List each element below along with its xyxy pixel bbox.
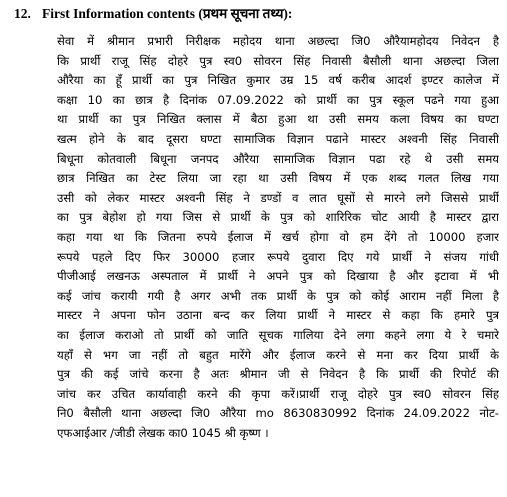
content-line: औरैया का हूँ प्रार्थी का पुत्र निखित कुमार उम्र 15 वर्ष करीब आदर्श इण्टर कालेज में (57, 73, 499, 88)
content-line: था प्रार्थी का पुत्र निखित क्लास में बैठा हुआ था उसी समय कला विषय का घण्टा (57, 112, 499, 127)
content-line: कक्षा 10 का छात्र है दिनांक 07.09.2022 को प्रार्थी का पुत्र स्कूल पढने गया हुआ (57, 92, 499, 107)
section-title: First Information contents (प्रथम सूचना तथ्य): (42, 6, 293, 21)
content-line: पुत्र की कई जांचे करना है अतः श्रीमान जी से निवेदन है कि प्रार्थी की रिपोर्ट की (57, 367, 499, 382)
content-line: छात्र निखित का टेस्ट लिया जा रहा था उसी विषय में एक शब्द गलत लिख गया (57, 171, 499, 186)
content-line: एफआईआर /जीडी लेखक का0 1045 श्री कृष्ण । (57, 425, 269, 440)
content-line: मास्टर ने अपना फोन उठाना बन्द कर लिया प्रार्थी ने मास्टर से कहा कि हमारे पुत्र (57, 308, 499, 323)
content-line: कई जांच करायी गयी है अगर अभी तक प्रार्थी के पुत्र को कोई आराम नहीं मिला है (57, 288, 499, 303)
content-line: खत्म होने के बाद दूसरा घण्टा सामाजिक विज्ञान पढाने मास्टर अश्वनी सिंह निवासी (57, 131, 499, 146)
first-information-contents (57, 32, 499, 443)
content-line: जांच कर उचित कार्यावाही करने की कृपा करें।प्रार्थी राजू दोहरे पुत्र स्व0 सोवरन सिंह (57, 386, 499, 401)
content-line: सेवा में श्रीमान प्रभारी निरीक्षक महोदय थाना अछल्दा जि0 औरैयामहोदय निवेदन है (57, 34, 499, 48)
content-line: कि प्रार्थी राजू सिंह दोहरे पुत्र स्व0 सोवरन सिंह निवासी बैसौली थाना अछल्दा जिला (57, 53, 499, 68)
content-line: का पुत्र बेहोश हो गया जिस से प्रार्थी के पुत्र को शारिरिक चोट आयी है मास्टर द्वारा (57, 210, 499, 225)
section-number: 12. (14, 6, 31, 21)
content-line: उसी को लेकर मास्टर अश्वनी सिंह ने डण्डों व लात घूसों से मारने लगे जिससे प्रार्थी (57, 190, 499, 205)
content-line: बिधूना कोतवाली बिधूना जनपद औरैया सामाजिक विज्ञान पढा रहे थे उसी समय (57, 151, 499, 166)
content-line: नि0 बैसौली थाना अछल्दा जि0 औरैया mo 8630830992 दिनांक 24.09.2022 नोट- (57, 406, 499, 421)
content-line: यहाँ से भग जा नहीं तो बहुत मारेंगे और ईलाज करने से मना कर दिया प्रार्थी के (57, 347, 499, 362)
content-line: का ईलाज कराओ तो प्रार्थी को जाति सूचक गालिया देने लगा कहने लगा ये रे चमारे (57, 327, 499, 342)
content-line: रूपये पहले दिए फिर 30000 हजार रूपये दुवारा दिए गये प्रार्थी ने संजय गांधी (57, 249, 499, 264)
content-line: पीजीआई लखनऊ अस्पताल में प्रार्थी ने अपने पुत्र को दिखाया है और इटावा में भी (57, 269, 499, 284)
content-line: कहा गया था कि जितना रुपये ईलाज में खर्च होगा वो हम देंगे तो 10000 हजार (57, 229, 499, 244)
section-heading (14, 4, 292, 22)
